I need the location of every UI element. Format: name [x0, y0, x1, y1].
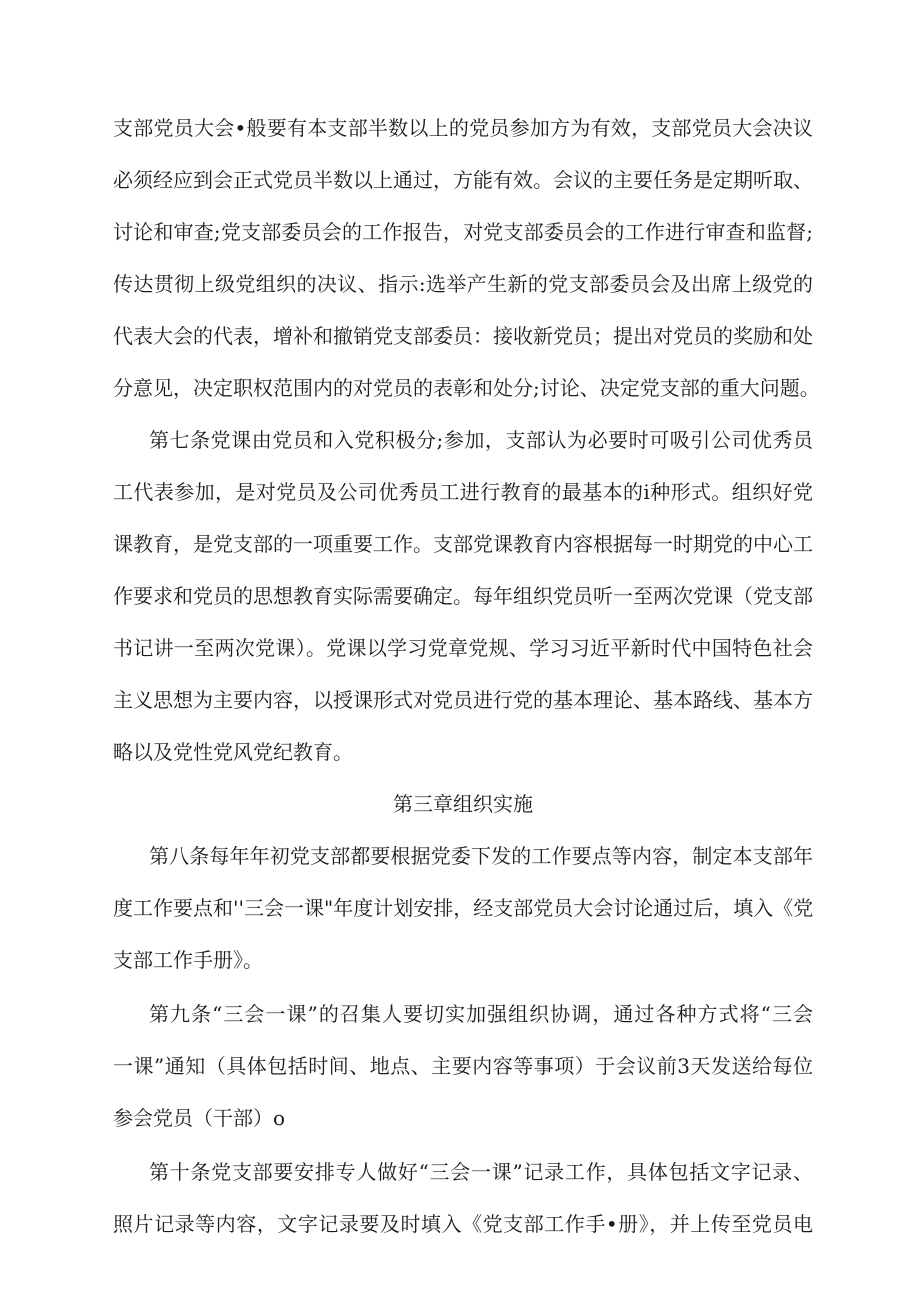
paragraph-article-7: [113, 414, 813, 778]
paragraph-line: 分意见，决定职权范围内的对党员的表彰和处分;讨论、决定党支部的重大问题。: [113, 376, 820, 400]
paragraph-line: 传达贯彻上级党组织的决议、指示:选举产生新的党支部委员会及出席上级党的: [113, 272, 813, 296]
paragraph-line: 书记讲一至两次党课）。党课以学习党章党规、学习习近平新时代中国特色社会: [113, 636, 813, 660]
paragraph-line: 课教育，是党支部的一项重要工作。支部党课教育内容根据每一时期党的中心工: [113, 532, 813, 556]
chapter-heading: 第三章组织实施: [393, 792, 533, 816]
paragraph-article-10: [113, 1146, 813, 1250]
paragraph-line: 作要求和党员的思想教育实际需要确定。每年组织党员听一至两次党课（党支部: [113, 584, 813, 608]
paragraph-article-9: [113, 988, 813, 1144]
paragraph-line: 第八条每年年初党支部都要根据党委下发的工作要点等内容，制定本支部年: [149, 844, 813, 868]
paragraph-line: 参会党员（干部）o: [113, 1106, 286, 1130]
paragraph-line: 讨论和审查;党支部委员会的工作报告，对党支部委员会的工作进行审查和监督;: [113, 220, 813, 244]
paragraph-article-8: [113, 830, 813, 986]
document-page: [113, 102, 820, 1250]
paragraph-line: 第十条党支部要安排专人做好“三会一课”记录工作，具体包括文字记录、: [149, 1160, 813, 1184]
paragraph-line: 主义思想为主要内容，以授课形式对党员进行党的基本理论、基本路线、基本方: [113, 688, 813, 712]
paragraph: [113, 102, 820, 414]
paragraph-line: 必须经应到会正式党员半数以上通过，方能有效。会议的主要任务是定期听取、: [113, 168, 813, 192]
paragraph-line: 略以及党性党风党纪教育。: [113, 740, 353, 764]
paragraph-line: 一课”通知（具体包括时间、地点、主要内容等事项）于会议前3天发送给每位: [113, 1054, 813, 1078]
paragraph-line: 支部工作手册》。: [113, 948, 263, 972]
paragraph-line: 照片记录等内容，文字记录要及时填入《党支部工作手•册》，并上传至党员电: [113, 1212, 813, 1236]
paragraph-line: 第九条“三会一课”的召集人要切实加强组织协调，通过各种方式将“三会: [149, 1002, 813, 1026]
paragraph-line: 代表大会的代表，增补和撤销党支部委员：接收新党员；提出对党员的奖励和处: [113, 324, 813, 348]
paragraph-line: 支部党员大会•般要有本支部半数以上的党员参加方为有效，支部党员大会决议: [113, 116, 813, 140]
paragraph-line: 度工作要点和''三会一课"年度计划安排，经支部党员大会讨论通过后，填入《党: [113, 896, 814, 920]
paragraph-line: 工代表参加，是对党员及公司优秀员工进行教育的最基本的i种形式。组织好党: [113, 480, 813, 504]
paragraph-line: 第七条党课由党员和入党积极分;参加，支部认为必要时可吸引公司优秀员: [149, 428, 813, 452]
